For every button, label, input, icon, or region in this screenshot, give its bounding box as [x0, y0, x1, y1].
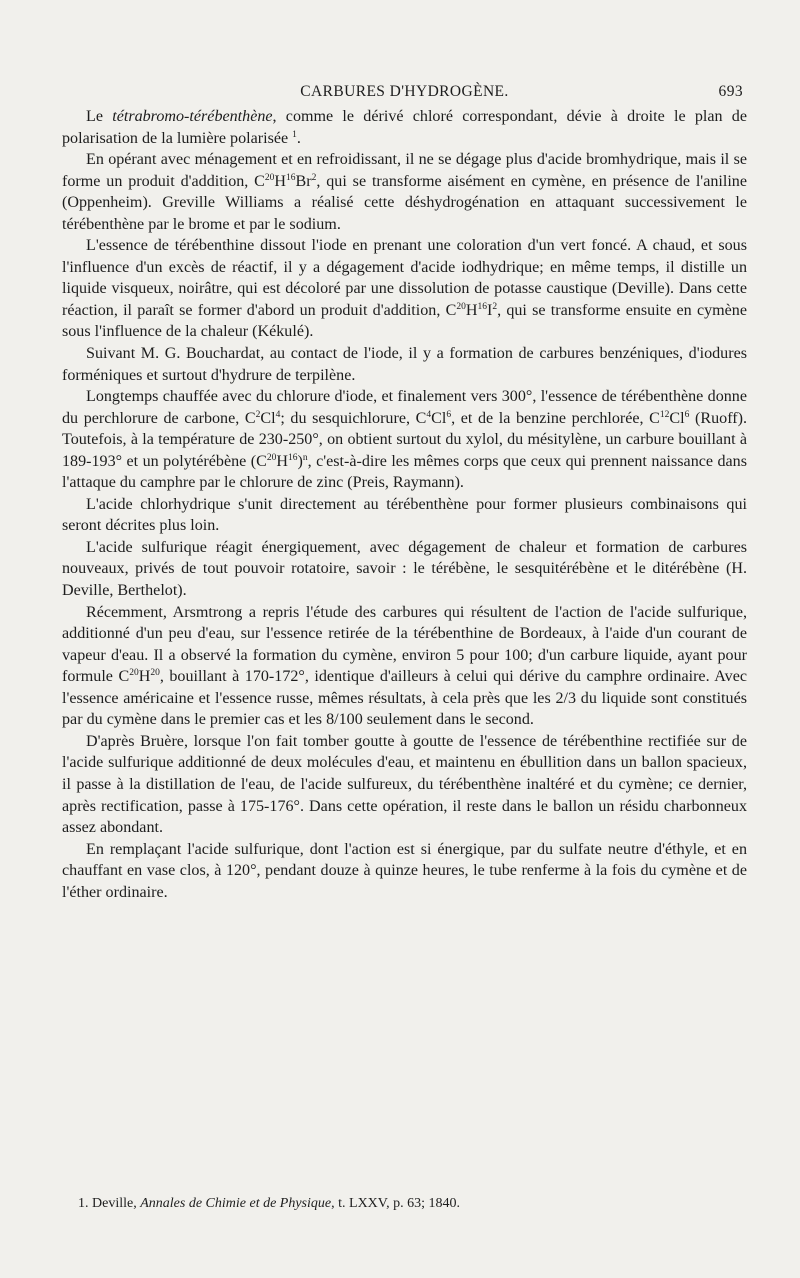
- main-text: [62, 106, 747, 903]
- paragraph-4: Suivant M. G. Bouchardat, au contact de l'iode, il y a formation de carbures benzéniques, d'iodures forméniques et surtout d'hydrure de terpilène.: [62, 345, 747, 384]
- footnote-journal: Annales de Chimie et de Physique: [140, 1196, 332, 1211]
- paragraph-8: Récemment, Arsmtrong a repris l'étude des carbures qui résultent de l'action de l'acide sulfurique, additionné d'un peu d'eau, sur l'essence retirée de la térébenthine de Bordeaux, à l'aide d'un courant de vapeur d'eau. Il a observé la formation du cymène, environ 5 pour 100; d'un carbure liquide, ayant pour formule $C^{20}H^{20}$, bouillant à 170-172°, identique d'ailleurs à celui qui dérive du camphre ordinaire. Avec l'essence américaine et l'essence russe, mêmes résultats, à cela près que les 2/3 du liquide sont constitués par du cymène dans le premier cas et les 8/100 seulement dans le second.: [62, 603, 747, 729]
- footnote-details: , t. LXXV, p. 63; 1840.: [331, 1196, 460, 1211]
- page-number: 693: [718, 83, 743, 100]
- paragraph-3: L'essence de térébenthine dissout l'iode en prenant une coloration d'un vert foncé. A chaud, et sous l'influence d'un excès de réactif, il y a dégagement d'acide iodhydrique; en même temps, il distille un liquide visqueux, noirâtre, qui est décoloré par une dissolution de potasse caustique (Deville). Dans cette réaction, il paraît se former d'abord un produit d'addition, $C^{20}H^{16}I^2$, qui se transforme ensuite en cymène sous l'influence de la chaleur (Kékulé).: [62, 237, 747, 341]
- paragraph-7: L'acide sulfurique réagit énergiquement, avec dégagement de chaleur et formation de carbures nouveaux, privés de tout pouvoir rotatoire, savoir : le térébène, le sesquitérébène et le ditérébène (H. Deville, Berthelot).: [62, 538, 747, 600]
- paragraph-1: Le tétrabromo-térébenthène, comme le dérivé chloré correspondant, dévie à droite le plan de polarisation de la lumière polarisée $^1$.: [62, 108, 748, 147]
- running-header: [62, 80, 747, 106]
- paragraph-10: En remplaçant l'acide sulfurique, dont l'action est si énergique, par du sulfate neutre d'éthyle, et en chauffant en vase clos, à 120°, pendant douze à quinze heures, le tube renferme à la fois du cymène et de l'éther ordinaire.: [62, 840, 747, 901]
- running-title: CARBURES D'HYDROGÈNE.: [300, 83, 509, 100]
- paragraph-2: En opérant avec ménagement et en refroidissant, il ne se dégage plus d'acide bromhydrique, mais il se forme un produit d'addition, $C^{20}H^{16}Br^2$, qui se transforme aisément en cymène, en présence de l'aniline (Oppenheim). Greville Williams a réalisé cette déshydrogénation en attaquant successivement le térébenthène par le brome et par le sodium.: [62, 151, 747, 233]
- footnote-author: Deville,: [92, 1196, 141, 1211]
- footnote-ref: 1: [292, 129, 297, 140]
- paragraph-6: L'acide chlorhydrique s'unit directement au térébenthène pour former plusieurs combinaisons qui seront décrites plus loin.: [62, 495, 747, 535]
- footnote-number: 1.: [78, 1196, 89, 1211]
- paragraph-5: Longtemps chauffée avec du chlorure d'iode, et finalement vers 300°, l'essence de térébenthène donne du perchlorure de carbone, $C^2Cl^4$; du sesquichlorure, $C^4Cl^6$, et de la benzine perchlorée, $C^{12}Cl^6$ (Ruoff). Toutefois, à la température de 230-250°, on obtient surtout du xylol, du mésitylène, un carbure bouillant à 189-193° et un polytérébène $(C^{20}H^{16})^n$, c'est-à-dire les mêmes corps que ceux qui prennent naissance dans l'attaque du camphre par le chlorure de zinc (Preis, Raymann).: [62, 388, 748, 492]
- paragraph-9: D'après Bruère, lorsque l'on fait tomber goutte à goutte de l'essence de térébenthine rectifiée sur de l'acide sulfurique additionné de deux molécules d'eau, et maintenu en ébullition dans un ballon spacieux, il passe à la distillation de l'eau, de l'acide sulfureux, du térébenthène inaltéré et du cymène; ce dernier, après rectification, passe à 175-176°. Dans cette opération, il reste dans le ballon un résidu charbonneux assez abondant.: [62, 732, 747, 837]
- compound-name: tétrabromo-térébenthène: [112, 108, 273, 125]
- footnote: [64, 1196, 747, 1212]
